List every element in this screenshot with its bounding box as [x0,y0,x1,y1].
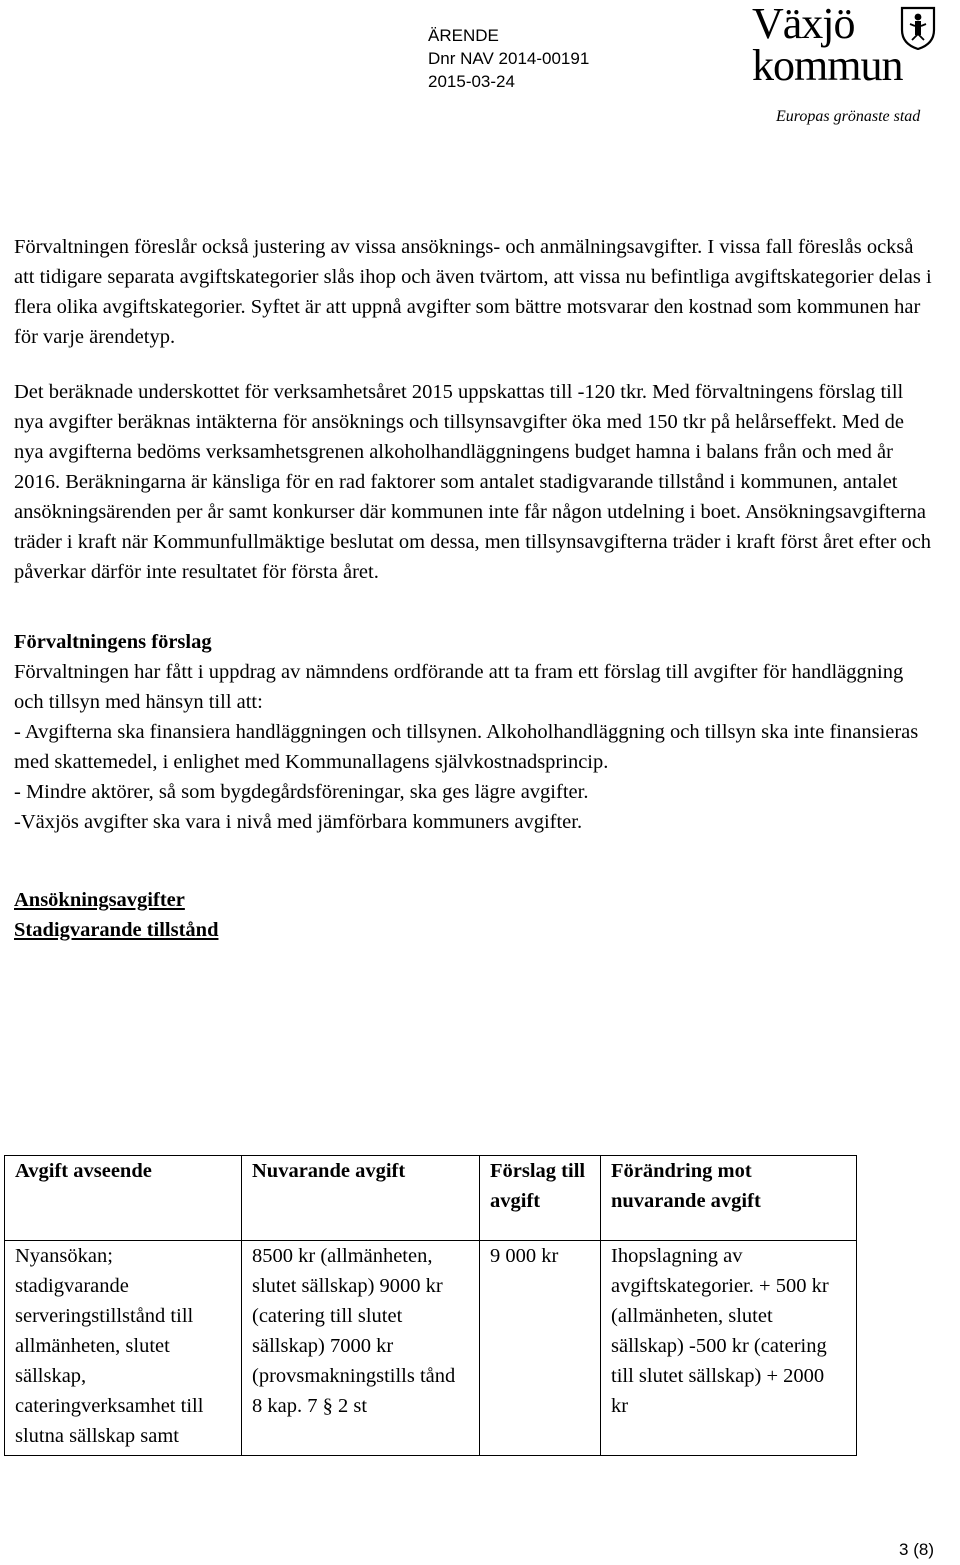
paragraph-budget-deficit: Det beräknade underskottet för verksamhetsåret 2015 uppskattas till -120 tkr. Med förvaltningens förslag till nya avgifter beräknas intäkterna för ansöknings och tillsynsavgifter öka med 150 tkr på helårseffekt. Med de nya avgifterna bedöms verksamhetsgrenen alkoholhandläggningens budget hamna i balans från och med år 2016. Beräkningarna är känsliga för en rad faktorer som antalet stadigvarande tillstånd i kommunen, antalet ansökningsärenden per år samt konkurser där kommunen inte får någon utdelning i boet. Ansökningsavgifterna träder i kraft när Kommunfullmäktige beslutat om dessa, men tillsynsavgifterna träder i kraft först året efter och påverkar därför inte resultatet för första året. [14,381,932,583]
paragraph-proposal-adjustments: Förvaltningen föreslår också justering av vissa ansöknings- och anmälningsavgifter. I vissa fall föreslås också att tidigare separata avgiftskategorier slås ihop och även tvärtom, att vissa nu befintliga avgiftskategorier delas i flera olika avgiftskategorier. Syftet är att uppnå avgifter som bättre motsvarar den kostnad som kommunen har för varje ärendetyp. [14,236,932,348]
list-item-comparable-level: -Växjös avgifter ska vara i nivå med jämförbara kommuners avgifter. [14,811,583,833]
document-body [14,232,934,945]
paragraph-assignment: Förvaltningen har fått i uppdrag av nämndens ordförande att ta fram ett förslag till avgifter för handläggning och tillsyn med hänsyn till att: [14,661,904,713]
vaxjo-kommun-logo [752,0,952,126]
logo-line-1: Växjö [752,0,855,48]
table-row [5,1241,857,1456]
table-cell-proposed-fee: 9 000 kr [480,1241,601,1456]
table-cell-change: Ihopslagning av avgiftskategorier. + 500 kr (allmänheten, slutet sällskap) -500 kr (catering till slutet sällskap) + 2000 kr [601,1241,857,1456]
heading-application-fees: Ansökningsavgifter [14,889,185,911]
document-number: Dnr NAV 2014-00191 [428,49,590,68]
city-crest-icon [900,6,936,50]
column-header-change: Förändring mot nuvarande avgift [601,1156,857,1241]
logo-line-2: kommun [752,41,903,90]
table-header-row [5,1156,857,1241]
document-type: ÄRENDE [428,26,499,45]
table-cell-fee-type: Nyansökan; stadigvarande serveringstillstånd till allmänheten, slutet sällskap, cateringverksamhet till slutna sällskap samt [5,1241,242,1456]
column-header-current-fee: Nuvarande avgift [242,1156,480,1241]
column-header-fee-type: Avgift avseende [5,1156,242,1241]
fee-table [4,1155,857,1456]
section-heading-proposal: Förvaltningens förslag [14,631,212,653]
page-number: 3 (8) [899,1540,934,1559]
table-cell-current-fee: 8500 kr (allmänheten, slutet sällskap) 9000 kr (catering till slutet sällskap) 7000 kr (provsmakningstills tånd 8 kap. 7 § 2 st [242,1241,480,1456]
list-item-financing: - Avgifterna ska finansiera handläggningen och tillsynen. Alkoholhandläggning och tillsyn ska inte finansieras med skattemedel, i enlighet med Kommunallagens självkostnadsprincip. [14,721,919,773]
document-date: 2015-03-24 [428,72,515,91]
document-meta [428,24,589,93]
column-header-proposed-fee: Förslag till avgift [480,1156,601,1241]
logo-tagline: Europas grönaste stad [776,108,921,125]
list-item-small-actors: - Mindre aktörer, så som bygdegårdsföreningar, ska ges lägre avgifter. [14,781,589,803]
heading-permanent-permit: Stadigvarande tillstånd [14,919,219,941]
